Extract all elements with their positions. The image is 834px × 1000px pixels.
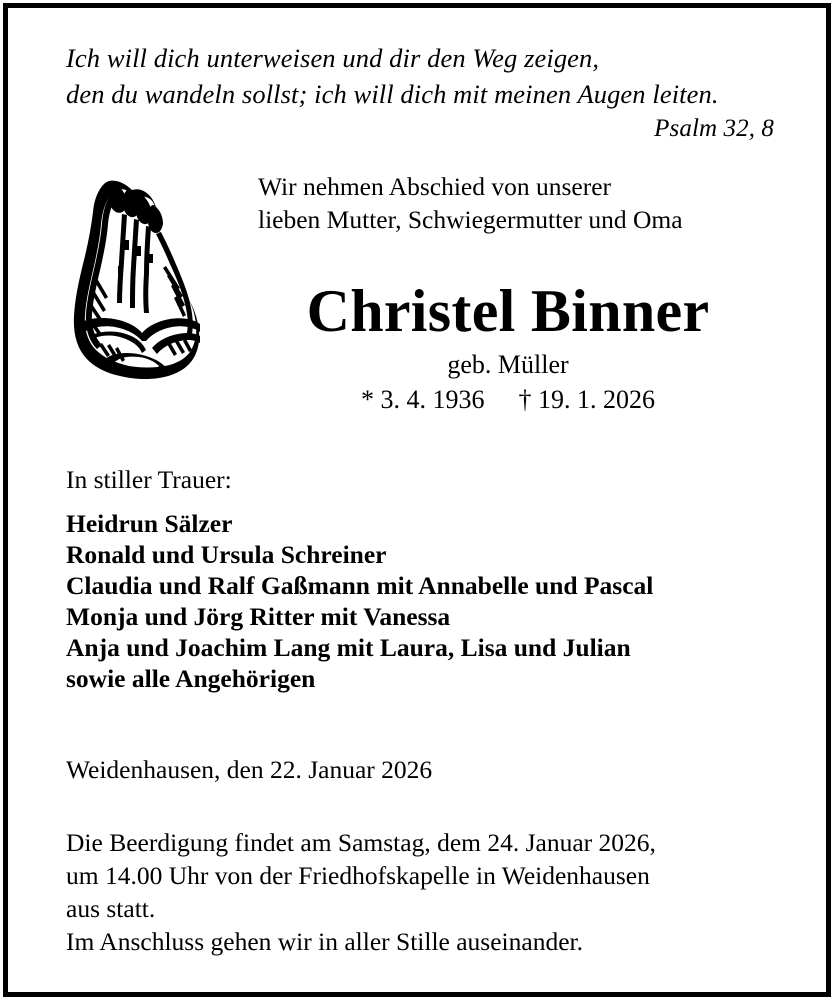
mourner-item: Anja und Joachim Lang mit Laura, Lisa und Julian xyxy=(66,633,631,662)
deceased-name: Christel Binner xyxy=(306,278,710,344)
bible-verse xyxy=(66,40,776,146)
verse-line-1: Ich will dich unterweisen und dir den Weg zeigen, xyxy=(66,43,600,73)
mourners-list xyxy=(66,508,786,694)
life-dates xyxy=(203,383,813,417)
intro-line-1: Wir nehmen Abschied von unserer xyxy=(258,172,612,201)
farewell-intro xyxy=(258,170,778,236)
death-date: † 19. 1. 2026 xyxy=(518,385,655,414)
funeral-details xyxy=(66,826,776,958)
mourner-item: Ronald und Ursula Schreiner xyxy=(66,540,387,569)
mourner-item: Claudia und Ralf Gaßmann mit Annabelle und Pascal xyxy=(66,571,654,600)
funeral-line-3: aus statt. xyxy=(66,894,156,923)
mourners-heading: In stiller Trauer: xyxy=(66,465,232,494)
funeral-line-4: Im Anschluss gehen wir in aller Stille auseinander. xyxy=(66,927,583,956)
funeral-line-2: um 14.00 Uhr von der Friedhofskapelle in Weidenhausen xyxy=(66,861,650,890)
praying-hands-icon xyxy=(66,170,208,392)
obituary-notice xyxy=(3,3,831,997)
verse-source: Psalm 32, 8 xyxy=(654,115,774,142)
intro-line-2: lieben Mutter, Schwiegermutter und Oma xyxy=(258,205,683,234)
place-and-date: Weidenhausen, den 22. Januar 2026 xyxy=(66,755,433,784)
maiden-name: geb. Müller xyxy=(447,350,569,379)
deceased-name-block xyxy=(203,276,813,417)
notice-inner xyxy=(8,8,826,992)
verse-line-2: den du wandeln sollst; ich will dich mit meinen Augen leiten. xyxy=(66,79,719,109)
mourner-item: sowie alle Angehörigen xyxy=(66,664,316,693)
mourner-item: Heidrun Sälzer xyxy=(66,509,233,538)
mourner-item: Monja und Jörg Ritter mit Vanessa xyxy=(66,602,451,631)
funeral-line-1: Die Beerdigung findet am Samstag, dem 24. Januar 2026, xyxy=(66,828,656,857)
birth-date: * 3. 4. 1936 xyxy=(361,385,485,414)
